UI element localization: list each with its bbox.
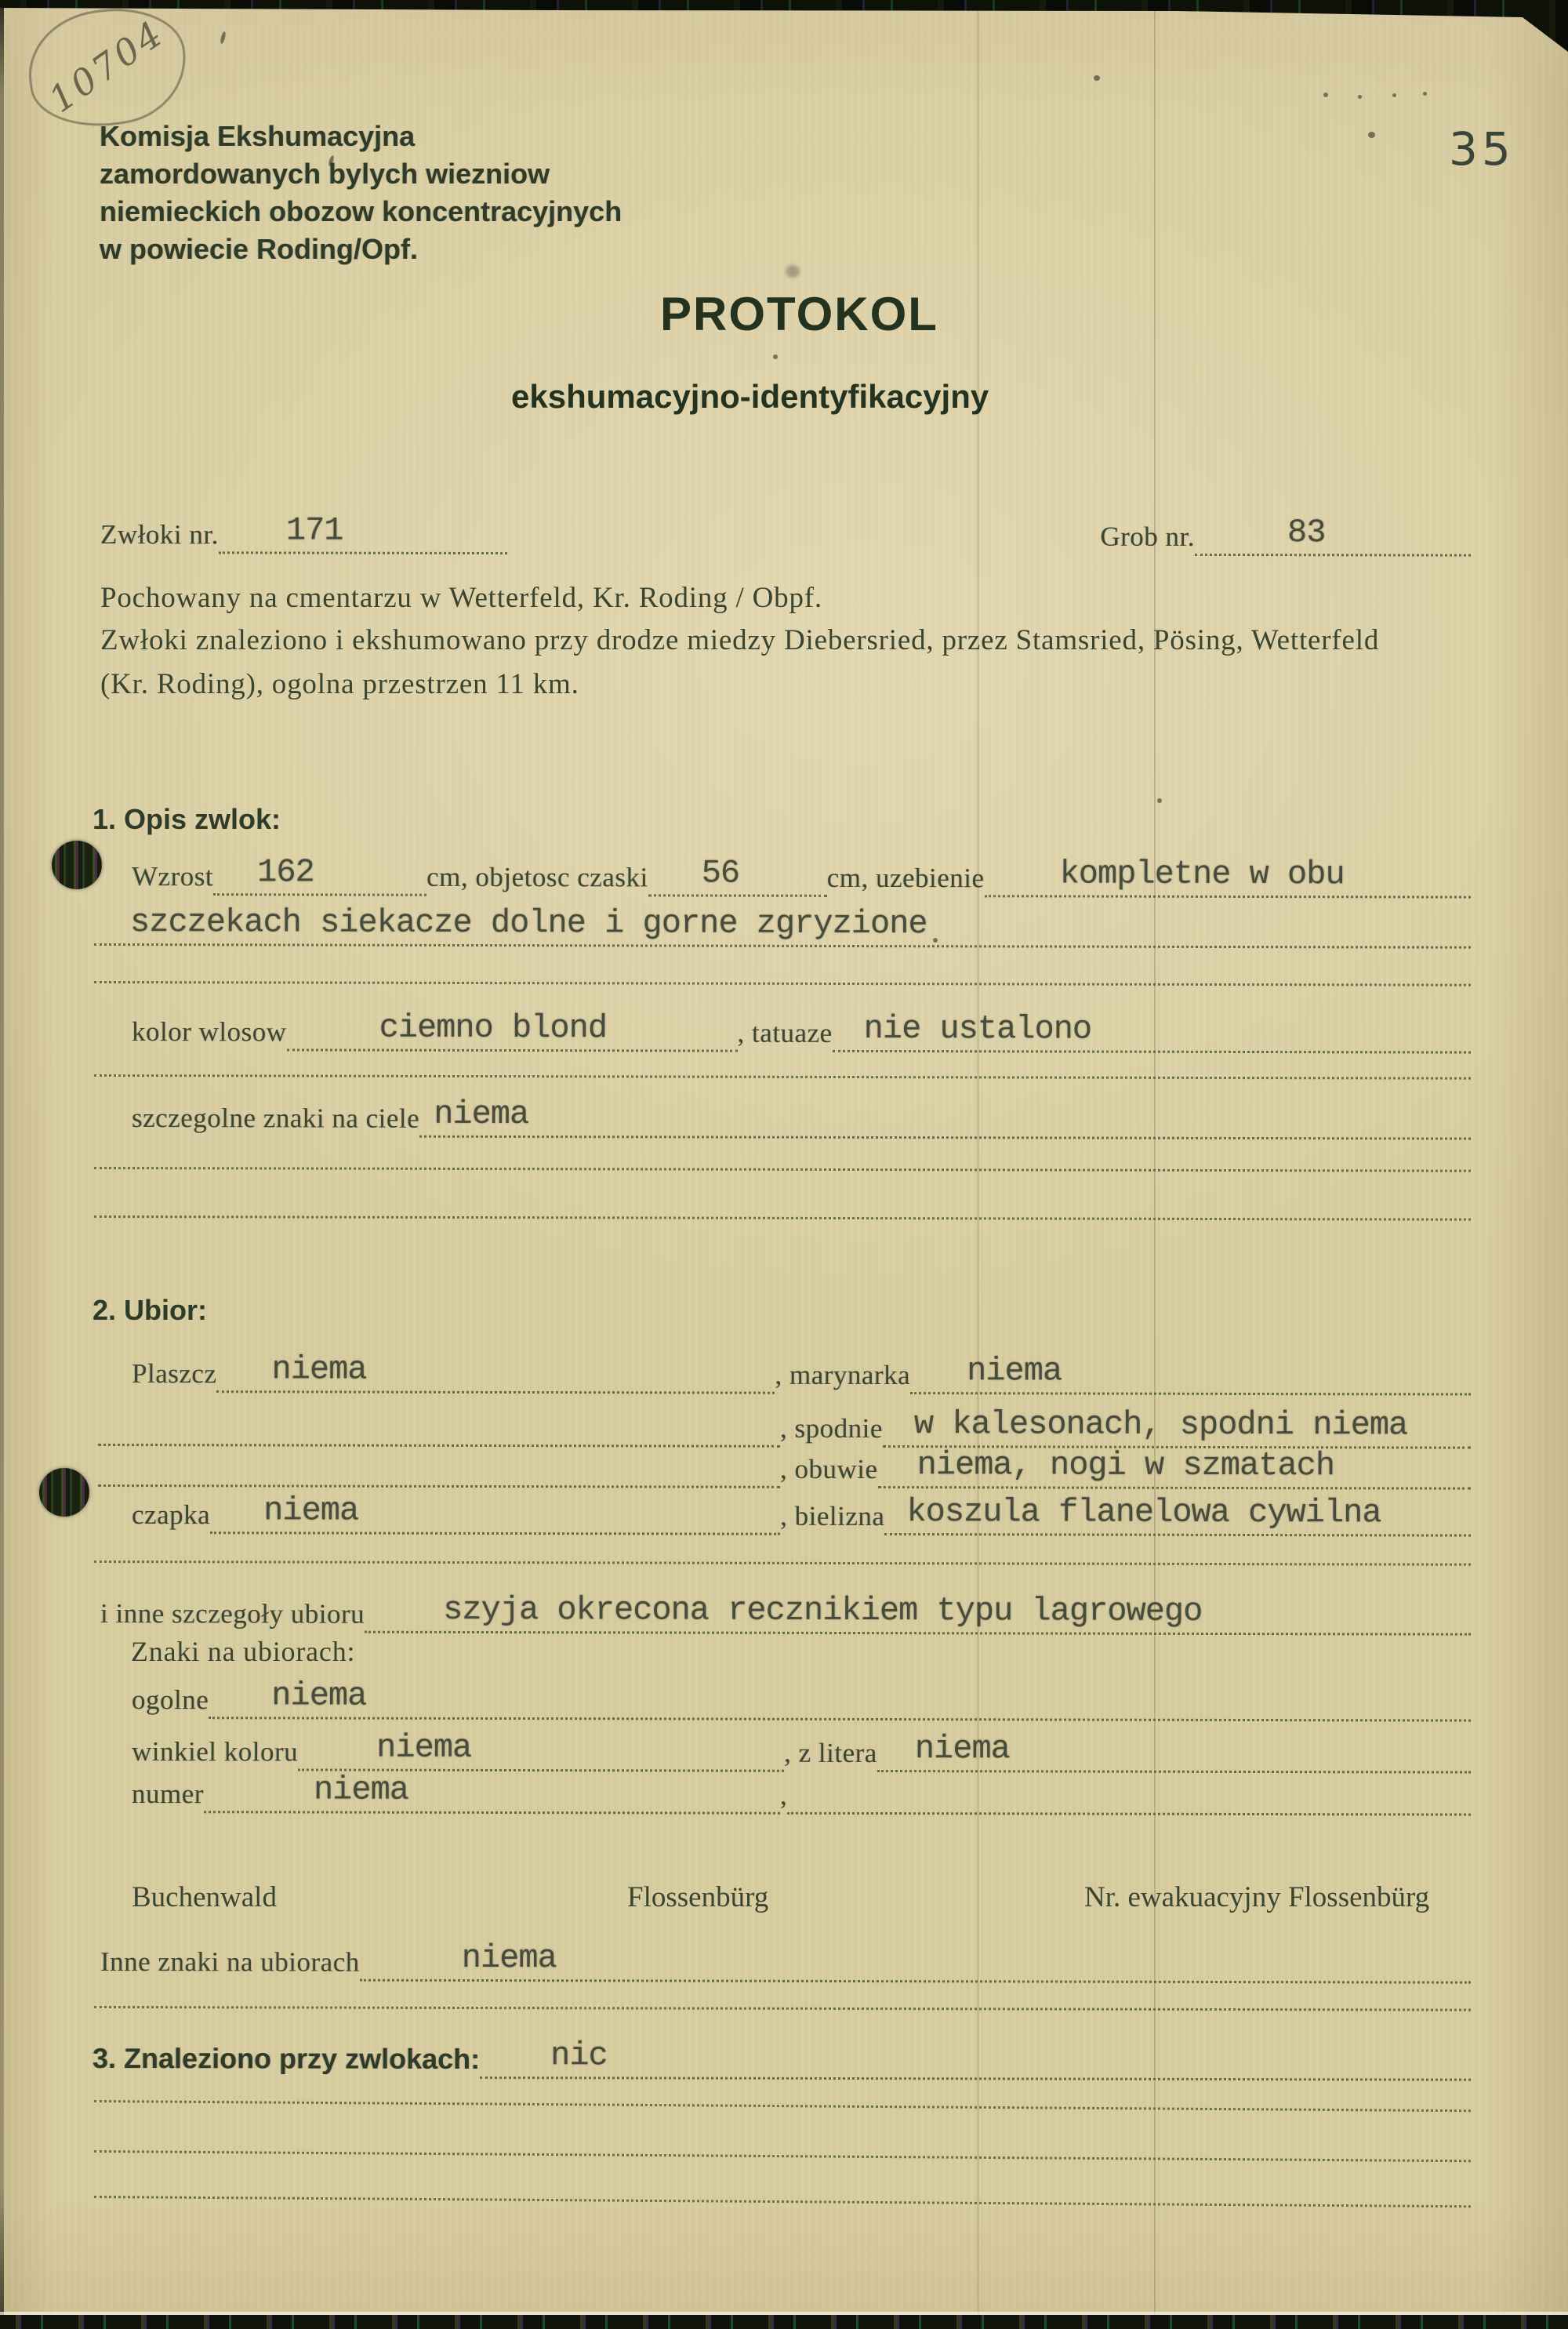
wzrost-value: 162 <box>257 853 314 892</box>
speck <box>1323 93 1328 97</box>
litera-value: niema <box>914 1730 1010 1768</box>
footwear-row <box>98 1444 1471 1490</box>
uzebienie-label: cm, uzebienie <box>826 862 985 894</box>
zwloki-value: 171 <box>285 511 343 550</box>
commission-letterhead <box>100 118 622 268</box>
spodnie-field <box>883 1403 1471 1449</box>
czaski-label: cm, objetosc czaski <box>426 861 648 893</box>
uzebienie-cont-value: szczekach siekacze dolne i gorne zgryzione <box>130 903 927 943</box>
blank-dotted-line <box>94 2006 1471 2011</box>
winkiel-label: winkiel koloru <box>132 1736 299 1768</box>
blank-dotted-line <box>94 2150 1471 2162</box>
blank-dotted-line <box>94 1561 1471 1566</box>
section3-value: nic <box>550 2037 608 2075</box>
camp-evacuation-label: Nr. ewakuacyjny Flossenbürg <box>1084 1881 1430 1913</box>
inne-value: szyja okrecona recznikiem typu lagrowego <box>443 1590 1203 1630</box>
hair-tattoo-row <box>132 1008 1471 1054</box>
commission-line: w powiecie Roding/Opf. <box>100 233 419 265</box>
speck <box>1157 798 1162 803</box>
camp-buchenwald-label: Buchenwald <box>132 1881 277 1913</box>
wzrost-label: Wzrost <box>132 861 214 892</box>
czapka-field <box>210 1489 780 1535</box>
inne-znaki-field <box>360 1937 1471 1984</box>
hole-punch <box>52 841 102 889</box>
plaszcz-value: niema <box>271 1350 367 1389</box>
pencil-mark <box>220 31 227 45</box>
inne-label: i inne szczegoły ubioru <box>100 1598 365 1630</box>
speck <box>773 354 778 359</box>
czaski-field <box>648 852 827 896</box>
numer-label: numer <box>132 1779 205 1810</box>
scan-edge-top <box>0 0 1568 52</box>
page-number: 35 <box>1449 122 1515 176</box>
numer-comma: , <box>779 1779 788 1811</box>
cap-underwear-row <box>132 1492 1471 1537</box>
empty-leader <box>98 1401 780 1448</box>
clothing-marks-heading: Znaki na ubiorach: <box>131 1636 356 1667</box>
spodnie-value: w kalesonach, spodni niema <box>913 1405 1408 1444</box>
other-clothing-marks-row <box>100 1938 1471 1984</box>
blank-dotted-line <box>94 1215 1471 1221</box>
found-text-2: (Kr. Roding), ogolna przestrzen 11 km. <box>100 668 579 700</box>
body-marks-row <box>132 1095 1471 1140</box>
znaki-value: niema <box>434 1095 529 1134</box>
commission-line: zamordowanych bylych wiezniow <box>100 158 550 190</box>
kolor-value: ciemno blond <box>379 1008 608 1048</box>
uzebienie-field <box>985 852 1472 898</box>
coat-jacket-row <box>132 1350 1471 1396</box>
wzrost-field <box>213 851 426 896</box>
grob-label: Grob nr. <box>1100 521 1196 552</box>
zwloki-field <box>219 509 507 554</box>
speck <box>1358 95 1362 99</box>
bielizna-label: , bielizna <box>780 1500 885 1532</box>
uzebienie-cont-field <box>94 901 1471 949</box>
winkiel-field <box>298 1726 784 1771</box>
speck <box>1094 75 1100 81</box>
protocol-title: PROTOKOL <box>660 288 938 340</box>
blank-dotted-line <box>94 1074 1471 1080</box>
speck <box>1368 132 1375 138</box>
spacer <box>507 554 1101 556</box>
commission-line: Komisja Ekshumacyjna <box>100 120 416 152</box>
litera-label: , z litera <box>784 1737 877 1768</box>
commission-line: niemieckich obozow koncentracyjnych <box>100 195 622 227</box>
grob-field <box>1195 511 1471 557</box>
marynarka-field <box>910 1350 1471 1395</box>
numer-field <box>204 1768 780 1815</box>
section1-heading: 1. Opis zwlok: <box>93 803 281 835</box>
inne-znaki-value: niema <box>461 1938 557 1978</box>
empty-leader <box>787 1770 1471 1816</box>
inne-field <box>365 1589 1471 1636</box>
plaszcz-field <box>216 1348 775 1393</box>
buried-text: Pochowany na cmentarzu w Wetterfeld, Kr. Roding / Obpf. <box>100 582 822 614</box>
ogolne-value: niema <box>271 1677 367 1715</box>
kolor-field <box>287 1006 738 1052</box>
speck <box>1392 93 1396 97</box>
obuwie-value: niema, nogi w szmatach <box>916 1446 1335 1485</box>
obuwie-field <box>878 1444 1472 1490</box>
ogolne-field <box>209 1674 1471 1721</box>
scan-edge-left <box>0 0 4 2329</box>
blank-dotted-line <box>94 2100 1471 2112</box>
tatuaze-value: nie ustalono <box>863 1009 1092 1048</box>
numer-value: niema <box>313 1771 409 1809</box>
general-marks-row <box>132 1677 1471 1722</box>
czapka-label: czapka <box>132 1499 211 1531</box>
protocol-subtitle: ekshumacyjno-identyfikacyjny <box>511 378 989 415</box>
znaki-field <box>419 1093 1471 1140</box>
stamp-circle <box>21 0 194 136</box>
litera-field <box>877 1728 1471 1774</box>
znaki-label: szczegolne znaki na ciele <box>132 1103 420 1134</box>
ink-smudge <box>786 265 800 278</box>
grob-value: 83 <box>1287 514 1326 552</box>
section2-heading: 2. Ubior: <box>93 1294 208 1326</box>
winkiel-value: niema <box>376 1728 472 1767</box>
kolor-label: kolor wlosow <box>132 1016 287 1048</box>
blank-dotted-line <box>94 1167 1471 1172</box>
found-on-body-row <box>93 2033 1471 2081</box>
camp-flossenburg-label: Flossenbürg <box>627 1881 769 1913</box>
inne-znaki-label: Inne znaki na ubiorach <box>100 1946 360 1978</box>
section3-field <box>480 2031 1471 2081</box>
corpse-grave-row <box>100 511 1471 557</box>
czaski-value: 56 <box>701 854 740 892</box>
blank-dotted-line <box>94 2196 1471 2207</box>
found-text-1: Zwłoki znaleziono i ekshumowano przy drodze miedzy Diebersried, przez Stamsried, Pösing, Wetterfeld <box>100 624 1380 656</box>
bielizna-value: koszula flanelowa cywilna <box>906 1493 1381 1532</box>
height-skull-teeth-row <box>132 853 1471 899</box>
tatuaze-field <box>833 1008 1471 1054</box>
empty-leader <box>98 1442 780 1488</box>
marynarka-label: , marynarka <box>775 1359 911 1391</box>
spodnie-label: , spodnie <box>780 1412 883 1444</box>
number-row <box>132 1771 1471 1816</box>
triangle-letter-row <box>132 1728 1471 1774</box>
marynarka-value: niema <box>967 1352 1062 1390</box>
plaszcz-label: Plaszcz <box>132 1358 217 1390</box>
blank-dotted-line <box>94 981 1471 986</box>
hole-punch <box>39 1468 89 1517</box>
bielizna-field <box>884 1491 1471 1537</box>
uzebienie-continuation-row <box>94 903 1471 949</box>
ogolne-label: ogolne <box>132 1684 209 1716</box>
obuwie-label: , obuwie <box>780 1453 878 1485</box>
other-clothing-row <box>100 1590 1471 1636</box>
scan-edge-bottom <box>0 2315 1568 2329</box>
zwloki-label: Zwłoki nr. <box>100 519 219 550</box>
tatuaze-label: , tatuaze <box>737 1017 833 1048</box>
czapka-value: niema <box>263 1492 359 1530</box>
uzebienie-value: kompletne w obu <box>1059 855 1345 894</box>
speck <box>1423 92 1427 96</box>
stamp-number: 10704 <box>41 11 172 121</box>
section3-heading: 3. Znaleziono przy zwlokach: <box>93 2042 481 2076</box>
